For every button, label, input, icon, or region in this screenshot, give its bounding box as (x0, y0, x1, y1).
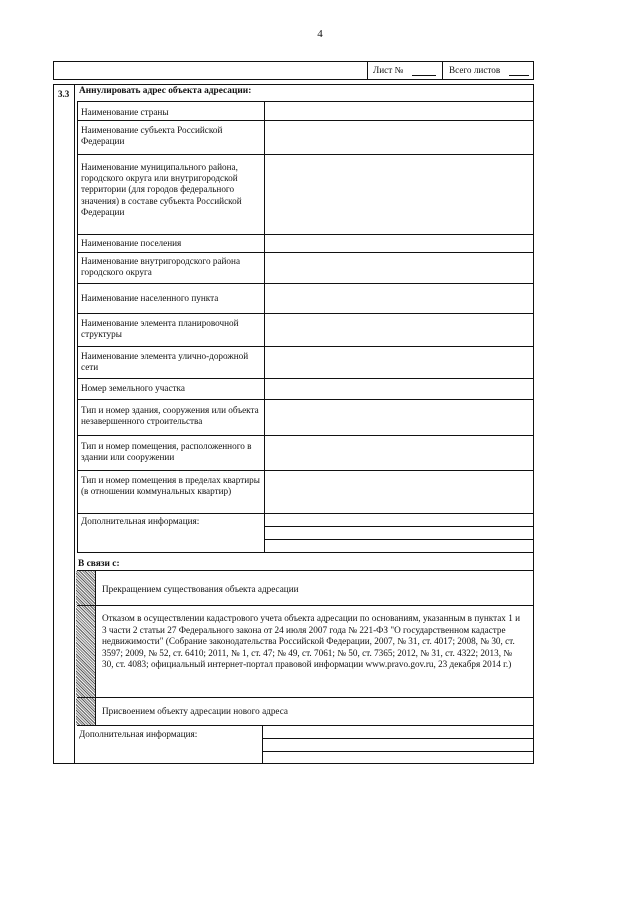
reason-divider (77, 725, 534, 726)
reason-additional-info-label: Дополнительная информация: (79, 729, 198, 739)
additional-info-line[interactable] (264, 539, 534, 540)
row-divider (77, 154, 534, 155)
row-label-planning-structure: Наименование элемента планировочной структуры (81, 318, 239, 340)
row-label-federal-subject: Наименование субъекта Российской Федерации (81, 125, 223, 147)
row-divider (77, 513, 534, 514)
sheet-number-label: Лист № (373, 65, 404, 75)
sheet-header-blank-cell (54, 62, 368, 79)
section-title: Аннулировать адрес объекта адресации: (79, 86, 252, 96)
reason-additional-line[interactable] (262, 751, 534, 752)
row-divider (77, 252, 534, 253)
row-divider (77, 552, 534, 553)
row-label-apartment-premises: Тип и номер помещения в пределах квартиры (в отношении коммунальных квартир) (81, 475, 260, 497)
table-border (77, 101, 78, 552)
reason-option-cadastral-refusal: Отказом в осуществлении кадастрового учета объекта адресации по основаниям, указанным в пунктах 1 и 3 части 2 статьи 27 Федерального закона от 24 июля 2007 года № 221-ФЗ "О государственном кадастре недвижимости" (Собрание законодательства Российской Федерации, 2007, № 31, ст. 4017; 2008, № 30, ст. 3597; 2009, № 52, ст. 6410; 2011, № 1, ст. 47; № 49, ст. 7061; № 50, ст. 7365; 2012, № 31, ст. 4322; 2013, № 30, ст. 4083; официальный интернет-портал правовой информации www.pravo.gov.ru, 23 декабря 2014 г.) (102, 613, 520, 670)
total-sheets-field[interactable] (509, 75, 529, 76)
reason-checkbox-new-address[interactable] (76, 698, 96, 725)
row-label-premises: Тип и номер помещения, расположенного в здании или сооружении (81, 441, 252, 463)
reason-additional-line[interactable] (262, 738, 534, 739)
reason-option-new-address: Присвоением объекту адресации нового адреса (102, 706, 288, 716)
row-label-settlement: Наименование поселения (81, 238, 182, 248)
reason-option-termination: Прекращением существования объекта адресации (102, 584, 299, 594)
row-divider (77, 346, 534, 347)
reason-divider (77, 605, 534, 606)
row-divider (77, 470, 534, 471)
row-divider (77, 283, 534, 284)
reason-checkbox-termination[interactable] (76, 571, 96, 605)
row-label-country: Наименование страны (81, 107, 169, 117)
row-divider (77, 234, 534, 235)
section-number: 3.3 (58, 89, 70, 99)
reason-title: В связи с: (78, 559, 120, 569)
reason-divider (77, 697, 534, 698)
row-divider (77, 399, 534, 400)
row-label-additional-info: Дополнительная информация: (81, 516, 200, 526)
reason-divider (77, 570, 534, 571)
additional-info-line[interactable] (264, 526, 534, 527)
page-number: 4 (317, 28, 323, 40)
row-label-building: Тип и номер здания, сооружения или объекта незавершенного строительства (81, 405, 259, 427)
row-label-municipal-district: Наименование муниципального района, городского округа или внутригородской территории (для городов федерального значения) в составе субъекта Российской Федерации (81, 162, 242, 217)
row-label-locality: Наименование населенного пункта (81, 293, 219, 303)
row-label-city-district: Наименование внутригородского района городского округа (81, 256, 241, 278)
row-divider (77, 120, 534, 121)
row-divider (77, 378, 534, 379)
row-divider (77, 435, 534, 436)
total-sheets-label: Всего листов (449, 65, 501, 75)
row-label-land-plot: Номер земельного участка (81, 383, 185, 393)
sheet-header (53, 61, 534, 80)
row-label-street-network: Наименование элемента улично-дорожной сети (81, 351, 249, 373)
row-divider (77, 313, 534, 314)
total-sheets-cell (443, 62, 533, 79)
sheet-number-field[interactable] (412, 75, 436, 76)
sheet-number-cell (368, 62, 443, 79)
reason-checkbox-cadastral-refusal[interactable] (76, 606, 96, 697)
table-column-divider (264, 101, 265, 552)
table-border (77, 101, 534, 102)
section-number-column (54, 85, 75, 763)
reason-additional-divider (262, 725, 263, 763)
